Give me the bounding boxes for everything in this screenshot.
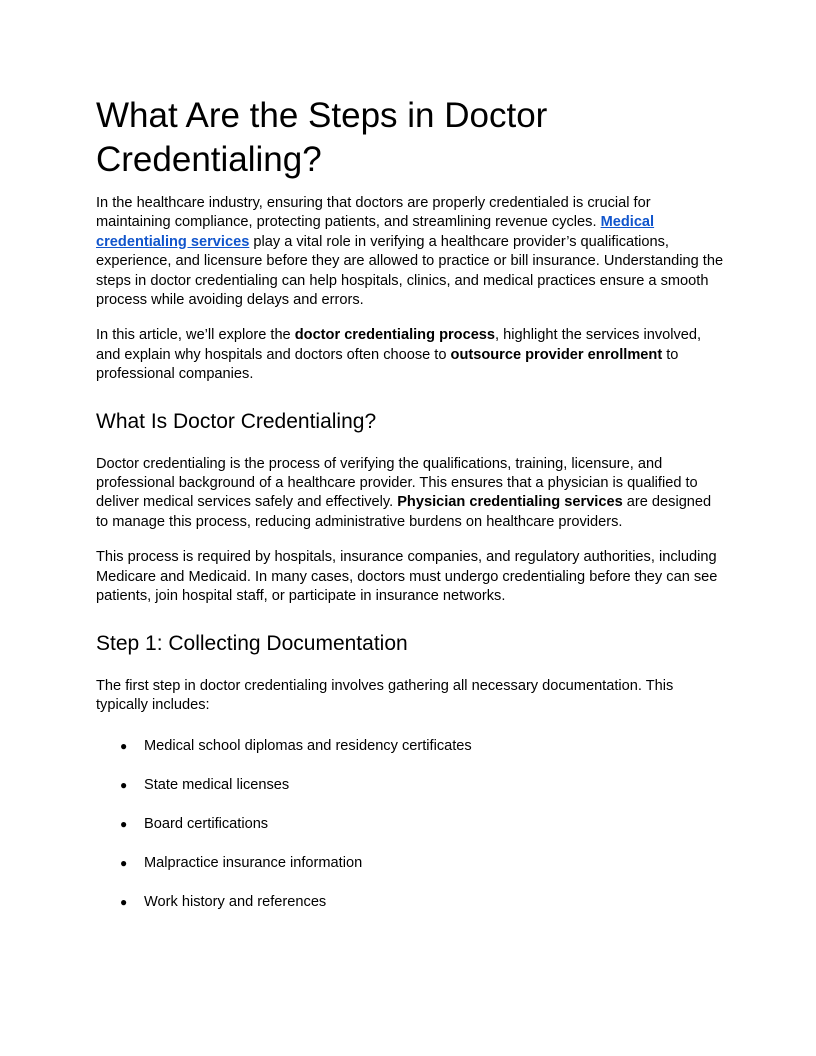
list-item-text: State medical licenses (144, 777, 290, 794)
bullet-icon: ● (120, 739, 128, 754)
bullet-icon: ● (120, 817, 128, 832)
intro-paragraph-1 (96, 194, 726, 310)
document-page (96, 94, 726, 932)
page-title: What Are the Steps in Doctor Credentialing? (96, 96, 548, 179)
list-item (96, 776, 726, 795)
section2-intro: The first step in doctor credentialing involves gathering all necessary documentation. This typically includes: (96, 677, 674, 713)
list-item (96, 737, 726, 756)
list-item (96, 893, 726, 912)
list-item-text: Malpractice insurance information (144, 855, 363, 872)
list-item-text: Board certifications (144, 816, 269, 833)
list-item (96, 815, 726, 834)
intro-p2-part-3: to professional companies. (96, 346, 679, 383)
documentation-list (96, 737, 726, 912)
list-item-text: Work history and references (144, 893, 327, 910)
intro-paragraph-2 (96, 326, 726, 384)
list-item (96, 854, 726, 873)
bullet-icon: ● (120, 894, 128, 909)
intro-p2-part-2: , highlight the services involved, and explain why hospitals and doctors often choose to (96, 327, 702, 363)
bullet-icon: ● (120, 778, 128, 793)
intro-p1-text-start: In the healthcare industry, ensuring that doctors are properly credentialed is crucial for maintaining compliance, protecting patients, and streamlining revenue cycles. (96, 195, 651, 231)
intro-p2-bold-2: outsource provider enrollment (450, 346, 663, 363)
section1-paragraph-1 (96, 455, 726, 533)
section-heading-step-1: Step 1: Collecting Documentation (96, 631, 408, 655)
section1-paragraph-2: This process is required by hospitals, insurance companies, and regulatory authorities, including Medicare and Medicaid. In many cases, doctors must undergo credentialing before they can see patients, join hospital staff, or participate in insurance networks. (96, 549, 718, 605)
section1-p1-part-2: are designed to manage this process, reducing administrative burdens on healthcare providers. (96, 494, 712, 530)
intro-p2-part-1: In this article, we’ll explore the (96, 327, 295, 344)
section1-p1-part-1: Doctor credentialing is the process of verifying the qualifications, training, licensure, and professional background of a healthcare provider. This ensures that a physician is qualified to deliver medical services safely and effectively. (96, 455, 698, 511)
intro-p1-text-end: play a vital role in verifying a healthcare provider’s qualifications, experience, and licensure before they are allowed to practice or bill insurance. Understanding the steps in doctor credentialing can help hospitals, clinics, and medical practices ensure a smooth process while avoiding delays and errors. (96, 233, 724, 309)
intro-p2-bold-1: doctor credentialing process (294, 327, 496, 344)
list-item-text: Medical school diplomas and residency certificates (144, 738, 472, 755)
bullet-icon: ● (120, 856, 128, 871)
medical-credentialing-services-link[interactable]: Medical credentialing services (96, 214, 655, 250)
section1-p1-bold: Physician credentialing services (397, 494, 623, 511)
section-heading-what-is: What Is Doctor Credentialing? (96, 409, 377, 433)
